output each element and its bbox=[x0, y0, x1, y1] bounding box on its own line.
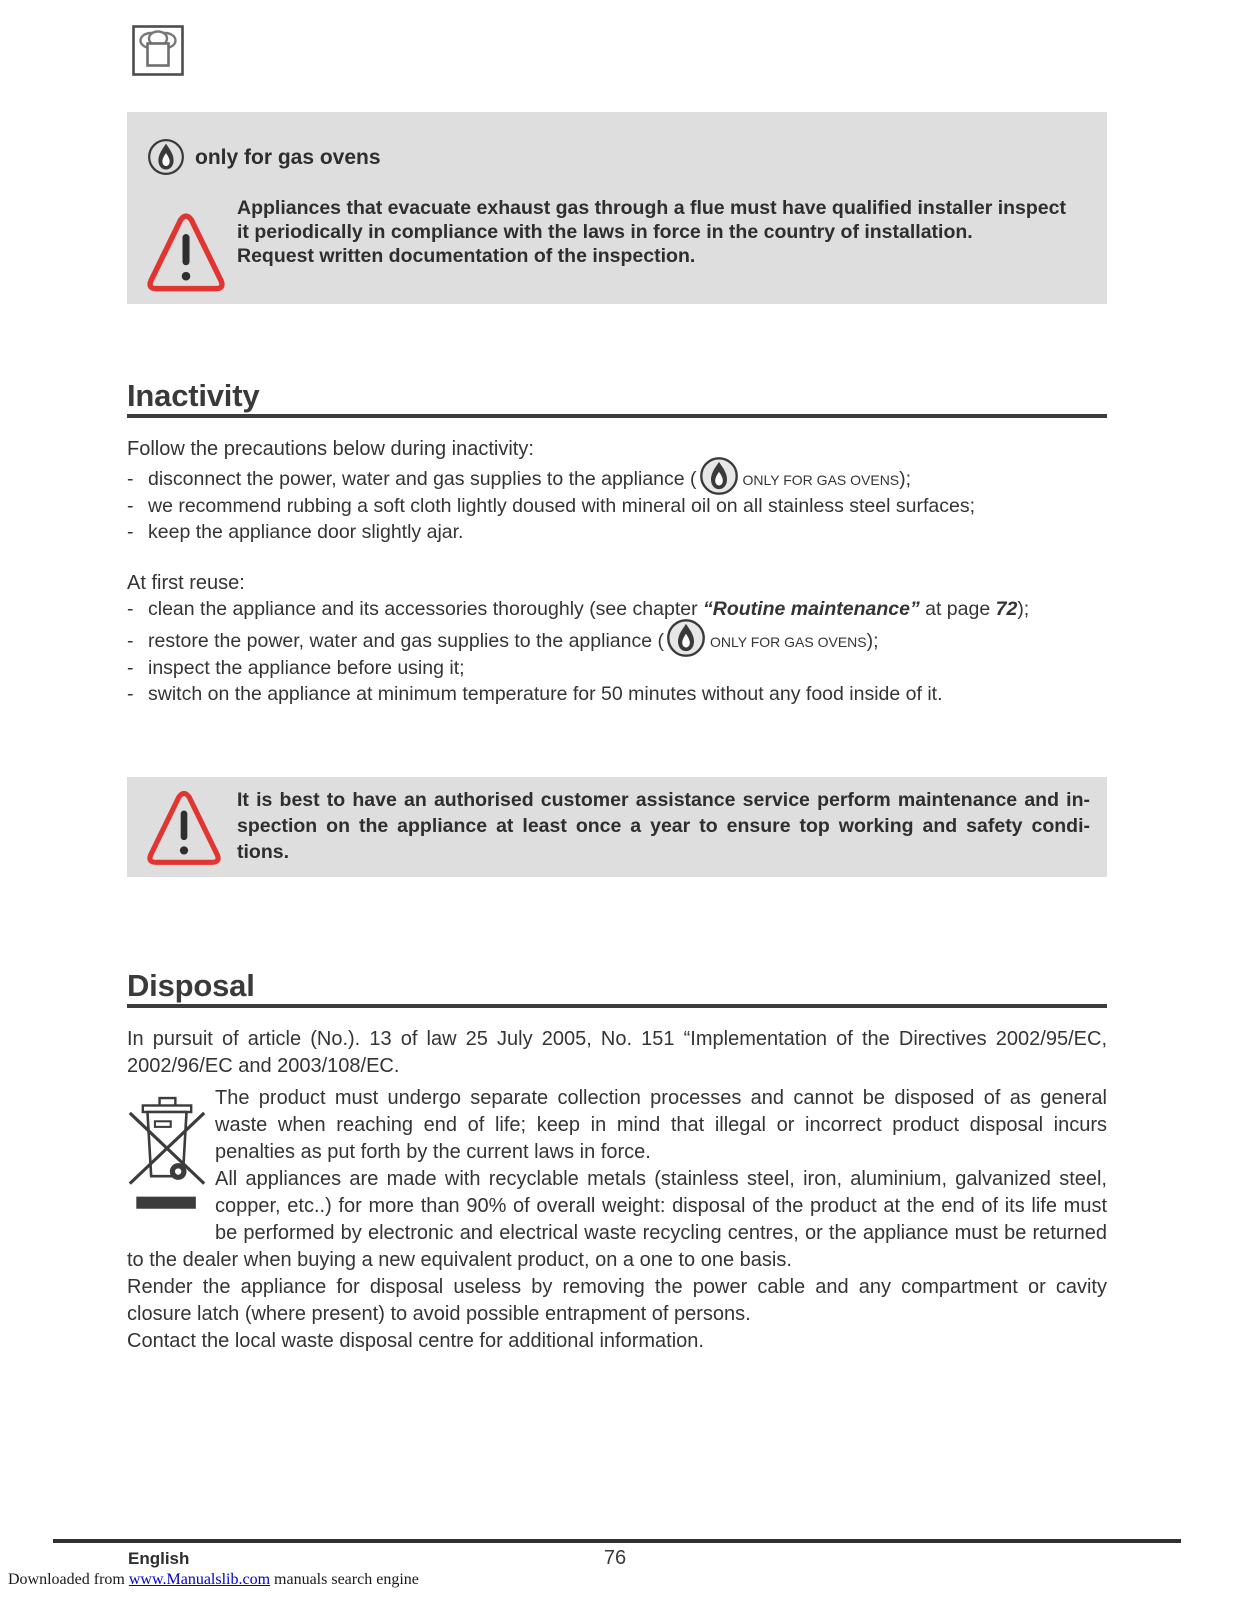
service-note-line-2: spection on the appliance at least once a year to ensure top working and safety condi- bbox=[237, 815, 1090, 837]
footer-page-number: 76 bbox=[603, 1547, 627, 1569]
manualslib-link[interactable]: www.Manualslib.com bbox=[128, 1571, 271, 1588]
disposal-weee-block bbox=[127, 1085, 1107, 1355]
disposal-intro: In pursuit of article (No.). 13 of law 25 July 2005, No. 151 “Implementation of the Directives 2002/95/EC, 2002/96/EC and 2003/108/EC. bbox=[127, 1028, 1107, 1077]
page-ref: 72 bbox=[995, 598, 1018, 620]
watermark-prefix: Downloaded from bbox=[8, 1571, 129, 1588]
warning-triangle-icon bbox=[147, 210, 225, 294]
bullet-clean-text: clean the appliance and its accessories thoroughly (see chapter bbox=[148, 598, 703, 620]
crossed-out-wheelie-bin-icon bbox=[127, 1089, 211, 1221]
service-note-box bbox=[127, 777, 1107, 877]
disposal-heading-rule bbox=[127, 1004, 1107, 1008]
bullet-mineral-oil: - we recommend rubbing a soft cloth lightly doused with mineral oil on all stainless steel surfaces; bbox=[127, 495, 975, 517]
inactivity-heading: Inactivity bbox=[127, 378, 260, 413]
bullet-mineral-oil-text: we recommend rubbing a soft cloth lightly doused with mineral oil on all stainless steel surfaces; bbox=[148, 495, 975, 517]
footer-rule bbox=[53, 1539, 1181, 1543]
chef-hat-icon bbox=[132, 25, 184, 76]
bullet-switch-on: - switch on the appliance at minimum temperature for 50 minutes without any food inside of it. bbox=[127, 683, 943, 705]
bullet-clean: - clean the appliance and its accessories thoroughly (see chapter “Routine maintenance” at page 72); bbox=[127, 598, 1030, 620]
footer-language: English bbox=[128, 1549, 190, 1568]
gas-note-label: only for gas ovens bbox=[195, 146, 381, 169]
bullet-restore-text: restore the power, water and gas supplies to the appliance ( bbox=[148, 630, 664, 652]
inactivity-intro: Follow the precautions below during inactivity: bbox=[127, 438, 534, 460]
reuse-intro: At first reuse: bbox=[127, 572, 245, 594]
gas-note-box bbox=[127, 112, 1107, 304]
disposal-paragraph-4: Contact the local waste disposal centre for additional information. bbox=[127, 1330, 704, 1352]
flame-icon bbox=[147, 138, 185, 176]
bullet-door-ajar: - keep the appliance door slightly ajar. bbox=[127, 521, 464, 543]
only-for-gas-ovens-note: ONLY FOR GAS OVENS bbox=[709, 634, 867, 650]
gas-note-text bbox=[237, 196, 1097, 268]
watermark-suffix: manuals search engine bbox=[270, 1571, 419, 1588]
service-note-line-3: tions. bbox=[237, 841, 289, 863]
weee-paragraph-2: All appliances are made with recyclable metals (stainless steel, iron, aluminium, galvanized steel, copper, etc..) for more than 90% of overall weight: disposal of the product at the end of its life must be performed by electronic and electrical waste recycling centres, or the appliance must be returned to the dealer when buying a new equivalent product, on a one to one basis. bbox=[127, 1168, 1107, 1271]
flame-icon bbox=[666, 618, 706, 665]
service-note-line-1: It is best to have an authorised customer assistance service perform maintenance and in- bbox=[237, 789, 1090, 811]
bullet-restore: - restore the power, water and gas supplies to the appliance ( ONLY FOR GAS OVENS); bbox=[127, 628, 1187, 655]
bullet-inspect: - inspect the appliance before using it; bbox=[127, 657, 465, 679]
inactivity-heading-rule bbox=[127, 414, 1107, 418]
bullet-switch-on-text: switch on the appliance at minimum temperature for 50 minutes without any food inside of it. bbox=[148, 683, 943, 705]
gas-note-line-3: Request written documentation of the inspection. bbox=[237, 245, 696, 267]
gas-note-line-1: Appliances that evacuate exhaust gas through a flue must have qualified installer inspect bbox=[237, 197, 1066, 219]
disposal-paragraph-3: Render the appliance for disposal useless by removing the power cable and any compartment or cavity closure latch (where present) to avoid possible entrapment of persons. bbox=[127, 1276, 1107, 1325]
gas-note-line-2: it periodically in compliance with the laws in force in the country of installation. bbox=[237, 221, 973, 243]
bullet-inspect-text: inspect the appliance before using it; bbox=[148, 657, 465, 679]
weee-paragraph-1: The product must undergo separate collection processes and cannot be disposed of as general waste when reaching end of life; keep in mind that illegal or incorrect product disposal incurs penalties as put forth by the current laws in force. bbox=[215, 1087, 1107, 1163]
reuse-bullets bbox=[127, 596, 1187, 707]
service-note-text bbox=[237, 787, 1090, 865]
bullet-disconnect-text: disconnect the power, water and gas supplies to the appliance ( bbox=[148, 468, 697, 490]
manualslib-watermark bbox=[8, 1571, 419, 1589]
disposal-heading: Disposal bbox=[127, 968, 255, 1003]
only-for-gas-ovens-note: ONLY FOR GAS OVENS bbox=[742, 472, 900, 488]
bullet-disconnect: - disconnect the power, water and gas supplies to the appliance ( ONLY FOR GAS OVENS); bbox=[127, 466, 1187, 493]
bullet-door-ajar-text: keep the appliance door slightly ajar. bbox=[148, 521, 464, 543]
routine-maintenance-ref: “Routine maintenance” bbox=[703, 598, 920, 620]
inactivity-bullets bbox=[127, 466, 1187, 545]
warning-triangle-icon bbox=[147, 788, 221, 867]
